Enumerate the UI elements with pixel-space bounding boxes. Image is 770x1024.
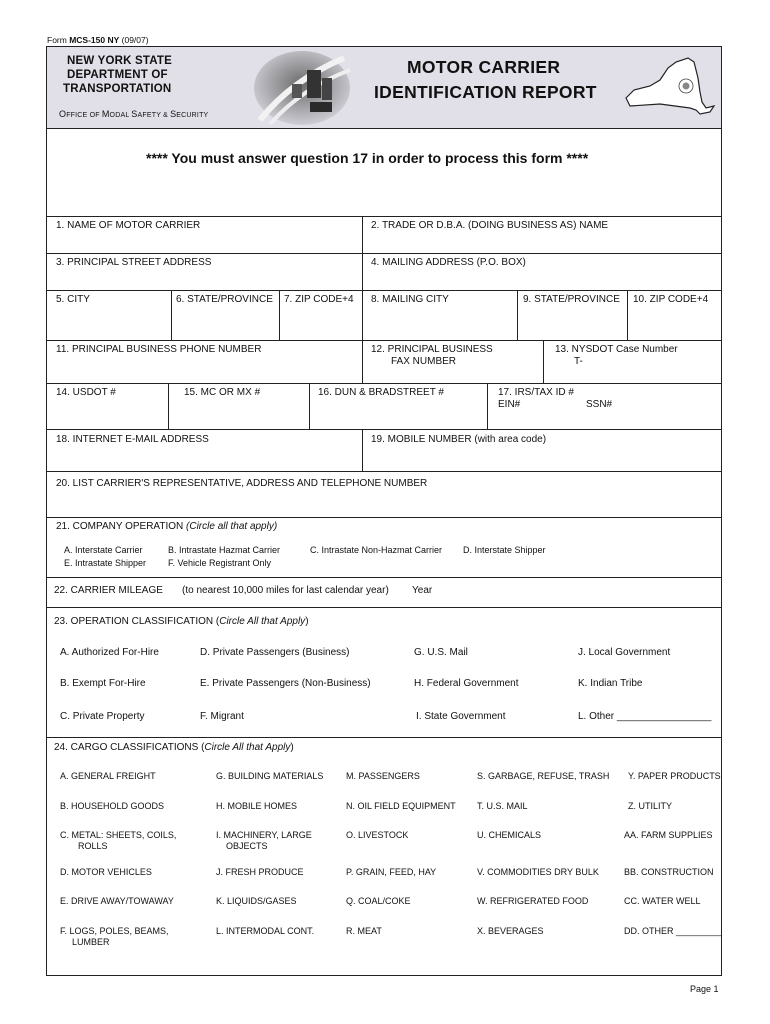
q17-notice: **** You must answer question 17 in order to process this form ****: [146, 150, 589, 166]
field-9-mailing-state[interactable]: 9. STATE/PROVINCE: [523, 294, 620, 305]
field-17-tax-id[interactable]: 17. IRS/TAX ID #: [498, 387, 574, 398]
q24-option-q[interactable]: Q. COAL/COKE: [346, 896, 411, 906]
field-20-representative[interactable]: 20. LIST CARRIER'S REPRESENTATIVE, ADDRESS AND TELEPHONE NUMBER: [56, 478, 428, 489]
field-19-mobile[interactable]: 19. MOBILE NUMBER (with area code): [371, 434, 547, 445]
agency-line-1: NEW YORK STATE: [67, 55, 173, 67]
q24-option-dd[interactable]: DD. OTHER _________: [624, 926, 722, 936]
q22-label[interactable]: 22. CARRIER MILEAGE: [54, 585, 163, 596]
divider: [362, 216, 363, 383]
divider: [47, 737, 721, 738]
q23-option-a[interactable]: A. Authorized For-Hire: [60, 647, 159, 658]
office-name: OFFICE OF MODAL SAFETY & SECURITY: [59, 109, 209, 119]
q21-option-c[interactable]: C. Intrastate Non-Hazmat Carrier: [310, 545, 443, 555]
divider: [47, 383, 721, 384]
field-7-zip[interactable]: 7. ZIP CODE+4: [284, 294, 354, 305]
q24-option-aa[interactable]: AA. FARM SUPPLIES: [624, 830, 713, 840]
q23-option-d[interactable]: D. Private Passengers (Business): [200, 647, 350, 658]
q24-option-u[interactable]: U. CHEMICALS: [477, 830, 542, 840]
q24-option-cc[interactable]: CC. WATER WELL: [624, 896, 701, 906]
q24-label: 24. CARGO CLASSIFICATIONS (Circle All that Apply): [54, 742, 294, 753]
divider: [47, 577, 721, 578]
q24-option-s[interactable]: S. GARBAGE, REFUSE, TRASH: [477, 771, 610, 781]
divider: [47, 216, 721, 217]
q23-option-c[interactable]: C. Private Property: [60, 711, 145, 722]
highway-image: [252, 50, 352, 126]
q24-option-y[interactable]: Y. PAPER PRODUCTS: [628, 771, 721, 781]
divider: [47, 340, 721, 341]
field-18-email[interactable]: 18. INTERNET E-MAIL ADDRESS: [56, 434, 209, 445]
q24-option-g[interactable]: G. BUILDING MATERIALS: [216, 771, 324, 781]
q23-option-g[interactable]: G. U.S. Mail: [414, 647, 468, 658]
q24-option-r[interactable]: R. MEAT: [346, 926, 382, 936]
q24-option-i[interactable]: I. MACHINERY, LARGE: [216, 830, 312, 840]
form-code: Form MCS-150 NY (09/07): [47, 35, 149, 45]
q24-option-x[interactable]: X. BEVERAGES: [477, 926, 544, 936]
page-number: Page 1: [690, 984, 719, 994]
divider: [171, 290, 172, 340]
divider: [47, 290, 721, 291]
q24-option-c-line-2: ROLLS: [78, 841, 108, 851]
q21-option-d[interactable]: D. Interstate Shipper: [463, 545, 546, 555]
divider: [168, 383, 169, 429]
divider: [47, 607, 721, 608]
form-title-line-1: MOTOR CARRIER: [407, 57, 561, 77]
q24-option-i-line-2: OBJECTS: [226, 841, 268, 851]
q22-note: (to nearest 10,000 miles for last calendar year): [182, 585, 389, 596]
field-17-ssn[interactable]: SSN#: [586, 399, 613, 410]
q23-option-b[interactable]: B. Exempt For-Hire: [60, 678, 146, 689]
q24-option-bb[interactable]: BB. CONSTRUCTION: [624, 867, 714, 877]
divider: [279, 290, 280, 340]
agency-line-2: DEPARTMENT OF: [67, 69, 168, 81]
q21-option-a[interactable]: A. Interstate Carrier: [64, 545, 143, 555]
field-11-phone[interactable]: 11. PRINCIPAL BUSINESS PHONE NUMBER: [56, 344, 262, 355]
q23-option-h[interactable]: H. Federal Government: [414, 678, 519, 689]
field-15-mc-mx[interactable]: 15. MC OR MX #: [184, 387, 261, 398]
field-5-city[interactable]: 5. CITY: [56, 294, 90, 305]
q24-option-t[interactable]: T. U.S. MAIL: [477, 801, 528, 811]
divider: [487, 383, 488, 429]
field-4-mailing-address[interactable]: 4. MAILING ADDRESS (P.O. BOX): [371, 257, 526, 268]
q21-label: 21. COMPANY OPERATION (Circle all that apply): [56, 521, 278, 532]
q23-option-f[interactable]: F. Migrant: [200, 711, 244, 722]
field-14-usdot[interactable]: 14. USDOT #: [56, 387, 116, 398]
field-1-carrier-name[interactable]: 1. NAME OF MOTOR CARRIER: [56, 220, 201, 231]
field-12-fax-line-2: FAX NUMBER: [391, 356, 457, 367]
field-10-mailing-zip[interactable]: 10. ZIP CODE+4: [633, 294, 709, 305]
divider: [517, 290, 518, 340]
q24-option-b[interactable]: B. HOUSEHOLD GOODS: [60, 801, 165, 811]
q23-option-j[interactable]: J. Local Government: [578, 647, 671, 658]
q23-option-l[interactable]: L. Other _________________: [578, 711, 712, 722]
q24-option-p[interactable]: P. GRAIN, FEED, HAY: [346, 867, 437, 877]
q23-option-e[interactable]: E. Private Passengers (Non-Business): [200, 678, 371, 689]
field-13-prefix: T-: [574, 356, 583, 367]
divider: [47, 517, 721, 518]
q24-option-f-line-2: LUMBER: [72, 937, 110, 947]
field-16-dun-bradstreet[interactable]: 16. DUN & BRADSTREET #: [318, 387, 444, 398]
q24-option-v[interactable]: V. COMMODITIES DRY BULK: [477, 867, 599, 877]
form-title-line-2: IDENTIFICATION REPORT: [374, 82, 597, 102]
q24-option-w[interactable]: W. REFRIGERATED FOOD: [477, 896, 589, 906]
q23-option-k[interactable]: K. Indian Tribe: [578, 678, 643, 689]
q21-option-b[interactable]: B. Intrastate Hazmat Carrier: [168, 545, 281, 555]
q23-label: 23. OPERATION CLASSIFICATION (Circle All that Apply): [54, 616, 309, 627]
field-17-ein[interactable]: EIN#: [498, 399, 521, 410]
q24-option-f[interactable]: F. LOGS, POLES, BEAMS,: [60, 926, 169, 936]
divider: [362, 429, 363, 471]
q24-option-k[interactable]: K. LIQUIDS/GASES: [216, 896, 297, 906]
divider: [47, 253, 721, 254]
q24-option-d[interactable]: D. MOTOR VEHICLES: [60, 867, 152, 877]
field-2-dba-name[interactable]: 2. TRADE OR D.B.A. (DOING BUSINESS AS) NAME: [371, 220, 609, 231]
field-13-case-number[interactable]: 13. NYSDOT Case Number: [555, 344, 678, 355]
q24-option-a[interactable]: A. GENERAL FREIGHT: [60, 771, 156, 781]
q24-option-h[interactable]: H. MOBILE HOMES: [216, 801, 298, 811]
q24-option-n[interactable]: N. OIL FIELD EQUIPMENT: [346, 801, 456, 811]
q24-option-z[interactable]: Z. UTILITY: [628, 801, 673, 811]
q24-option-m[interactable]: M. PASSENGERS: [346, 771, 420, 781]
q24-option-e[interactable]: E. DRIVE AWAY/TOWAWAY: [60, 896, 174, 906]
agency-line-3: TRANSPORTATION: [63, 83, 172, 95]
q21-option-e[interactable]: E. Intrastate Shipper: [64, 558, 147, 568]
divider: [309, 383, 310, 429]
q21-option-f[interactable]: F. Vehicle Registrant Only: [168, 558, 272, 568]
field-12-fax[interactable]: 12. PRINCIPAL BUSINESS: [371, 344, 493, 355]
q24-option-l[interactable]: L. INTERMODAL CONT.: [216, 926, 315, 936]
field-8-mailing-city[interactable]: 8. MAILING CITY: [371, 294, 449, 305]
field-6-state[interactable]: 6. STATE/PROVINCE: [176, 294, 273, 305]
q23-option-i[interactable]: I. State Government: [416, 711, 506, 722]
q24-option-c[interactable]: C. METAL: SHEETS, COILS,: [60, 830, 177, 840]
q24-option-o[interactable]: O. LIVESTOCK: [346, 830, 409, 840]
divider: [47, 471, 721, 472]
q24-option-j[interactable]: J. FRESH PRODUCE: [216, 867, 304, 877]
divider: [47, 429, 721, 430]
q22-year[interactable]: Year: [412, 585, 433, 596]
field-3-street-address[interactable]: 3. PRINCIPAL STREET ADDRESS: [56, 257, 212, 268]
divider: [543, 340, 544, 383]
divider: [627, 290, 628, 340]
ny-state-map: [620, 52, 716, 120]
